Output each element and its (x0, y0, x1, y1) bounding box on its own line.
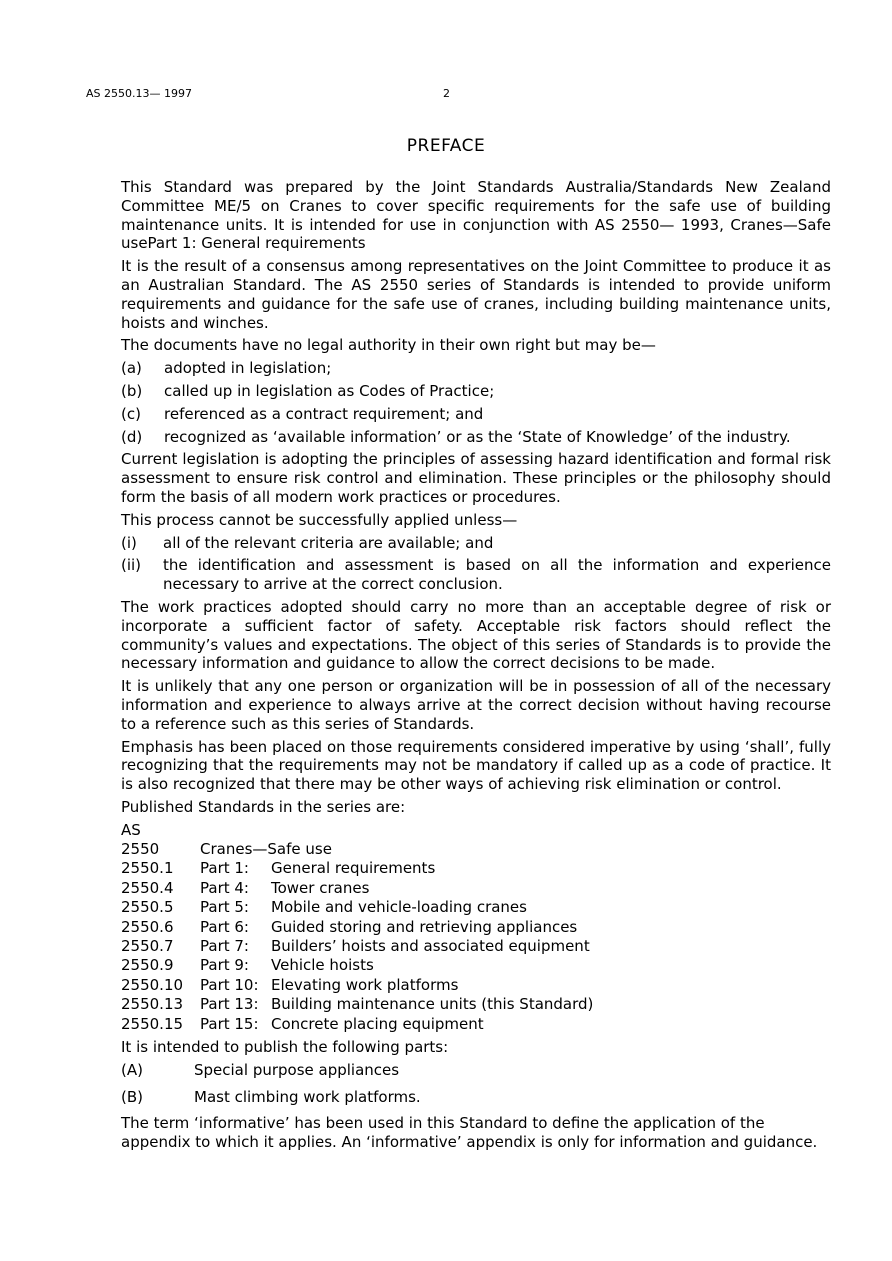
list-text: all of the relevant criteria are available; and (163, 533, 494, 552)
standard-row (121, 840, 831, 859)
list-marker: (A) (121, 1060, 143, 1079)
list-text: adopted in legislation; (164, 359, 332, 378)
preface-body (121, 178, 831, 1156)
standard-title: Elevating work platforms (271, 975, 459, 994)
list-text: the identification and assessment is based on all the information and experience necessary to arrive at the correct conclusion. (163, 556, 831, 594)
paragraph-current-legislation: Current legislation is adopting the principles of assessing hazard identification and formal risk assessment to ensure risk control and elimination. These principles or the philosophy should form the basis of all modern work practices or procedures. (121, 450, 831, 506)
standard-title: Cranes—Safe use (200, 840, 332, 859)
standard-part: Part 9: (200, 956, 249, 975)
paragraph-unlikely: It is unlikely that any one person or organization will be in possession of all of the necessary information and experience to always arrive at the correct decision without having recourse to a reference such as this series of Standards. (121, 677, 831, 733)
list-item (121, 1088, 831, 1107)
list-item (121, 382, 831, 401)
paragraph-emphasis: Emphasis has been placed on those requirements considered imperative by using ‘shall’, fully recognizing that the requirements may not be mandatory if called up as a code of practice. It is also recognized that there may be other ways of achieving risk elimination or control. (121, 737, 831, 794)
standard-number: 2550.9 (121, 956, 174, 975)
paragraph-scope: This Standard was prepared by the Joint Standards Australia/Standards New Zealand Committee ME/5 on Cranes to cover specific requirements for the safe use of building maintenance units. It is intended for use in conjunction with AS 2550— 1993, Cranes—Safe usePart 1: General requirements (121, 178, 831, 253)
standard-row (121, 918, 831, 937)
standard-part: Part 13: (200, 995, 259, 1014)
published-standards-list (121, 821, 831, 1034)
standard-part: Part 5: (200, 898, 249, 917)
list-marker: (ii) (121, 556, 142, 575)
list-marker: (a) (121, 359, 142, 378)
future-parts-list (121, 1061, 831, 1107)
document-id: AS 2550.13— 1997 (86, 87, 192, 100)
list-text: recognized as ‘available information’ or as the ‘State of Knowledge’ of the industry. (164, 427, 791, 446)
list-item (121, 359, 831, 378)
paragraph-legal-authority: The documents have no legal authority in their own right but may be— (121, 336, 656, 355)
list-item (121, 556, 831, 594)
list-marker: (B) (121, 1087, 143, 1106)
list-item (121, 1061, 831, 1080)
standard-part: Part 4: (200, 878, 249, 897)
standard-number: 2550.5 (121, 898, 174, 917)
standard-number: 2550.7 (121, 937, 174, 956)
list-marker: (c) (121, 404, 141, 423)
standards-prefix: AS (121, 820, 141, 839)
paragraph-work-practices: The work practices adopted should carry no more than an acceptable degree of risk or incorporate a sufficient factor of safety. Acceptable risk factors should reflect the community’s values and expectations. The object of this series of Standards is to provide the necessary information and guidance to allow the correct decisions to be made. (121, 597, 831, 673)
standards-prefix-row (121, 821, 831, 840)
standard-title: Tower cranes (271, 878, 370, 897)
page-number: 2 (443, 87, 450, 100)
paragraph-informative: The term ‘informative’ has been used in this Standard to define the application of the appendix to which it applies. An ‘informative’ appendix is only for information and guidance. (121, 1114, 818, 1152)
standard-part: Part 1: (200, 859, 249, 878)
paragraph-process: This process cannot be successfully applied unless— (121, 510, 518, 529)
standard-row (121, 995, 831, 1014)
standard-part: Part 7: (200, 937, 249, 956)
standard-title: General requirements (271, 859, 436, 878)
list-text: Special purpose appliances (194, 1060, 400, 1079)
list-item (121, 405, 831, 424)
standard-part: Part 6: (200, 917, 249, 936)
list-text: referenced as a contract requirement; and (164, 404, 484, 423)
standard-part: Part 10: (200, 975, 259, 994)
standard-title: Vehicle hoists (271, 956, 374, 975)
standard-number: 2550.15 (121, 1014, 184, 1033)
paragraph-published-intro: Published Standards in the series are: (121, 797, 406, 816)
standard-part: Part 15: (200, 1014, 259, 1033)
standard-title: Concrete placing equipment (271, 1014, 484, 1033)
standard-title: Guided storing and retrieving appliances (271, 917, 578, 936)
standard-row (121, 898, 831, 917)
paragraph-future-intro: It is intended to publish the following parts: (121, 1038, 449, 1056)
standard-title: Mobile and vehicle-loading cranes (271, 898, 527, 917)
standard-row (121, 859, 831, 878)
standard-number: 2550.10 (121, 975, 184, 994)
standard-number: 2550.1 (121, 859, 174, 878)
paragraph-consensus: It is the result of a consensus among representatives on the Joint Committee to produce it as an Australian Standard. The AS 2550 series of Standards is intended to provide uniform requirements and guidance for the safe use of cranes, including building maintenance units, hoists and winches. (121, 257, 831, 332)
standard-number: 2550.13 (121, 995, 184, 1014)
standard-row (121, 879, 831, 898)
page-title: PREFACE (406, 136, 486, 156)
list-marker: (d) (121, 427, 143, 446)
standard-row (121, 1015, 831, 1034)
standard-number: 2550.4 (121, 878, 174, 897)
list-text: Mast climbing work platforms. (194, 1087, 421, 1106)
standard-row (121, 976, 831, 995)
standard-title: Builders’ hoists and associated equipment (271, 937, 590, 956)
list-text: called up in legislation as Codes of Practice; (164, 381, 495, 400)
list-item (121, 428, 831, 447)
list-marker: (i) (121, 533, 137, 552)
standard-number: 2550.6 (121, 917, 174, 936)
standard-row (121, 937, 831, 956)
list-item (121, 534, 831, 553)
process-conditions-list (121, 534, 831, 594)
standard-number: 2550 (121, 840, 160, 859)
standard-row (121, 956, 831, 975)
legal-status-list (121, 359, 831, 446)
standard-title: Building maintenance units (this Standard) (271, 995, 594, 1014)
list-marker: (b) (121, 381, 143, 400)
